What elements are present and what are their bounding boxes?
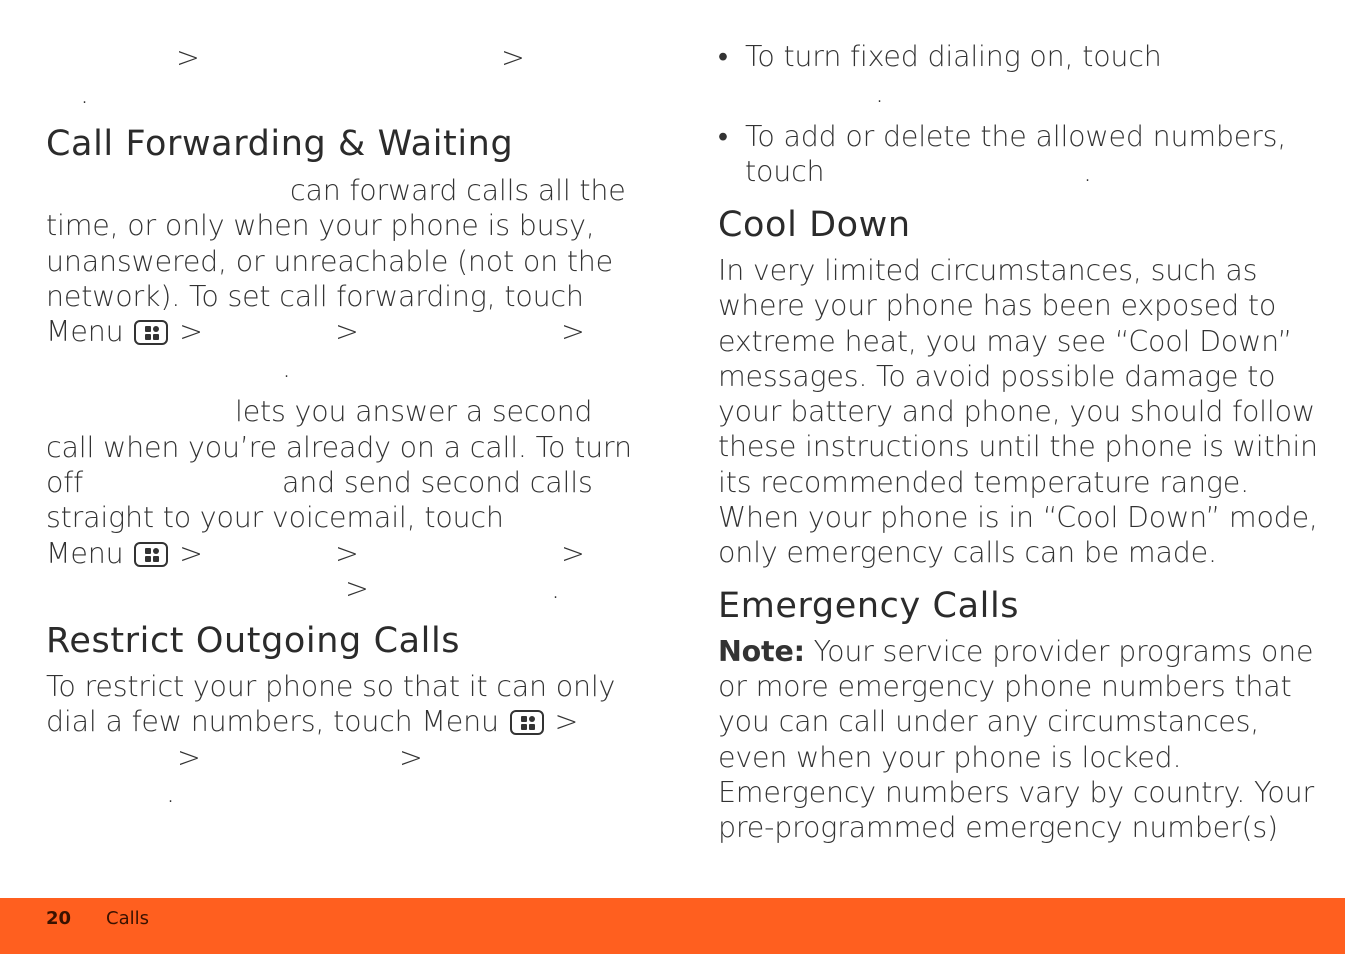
cw-line-1 <box>46 394 636 430</box>
emergency-line: even when your phone is locked. <box>718 741 1182 774</box>
heading-cool-down: Cool Down <box>718 205 911 245</box>
page-number: 20 <box>46 908 72 929</box>
bullet-allowed-numbers <box>718 119 1308 155</box>
cf-line-2: time, or only when your phone is busy, <box>46 209 595 242</box>
roc-line-2 <box>46 704 636 740</box>
path-separator: > <box>561 537 585 570</box>
cool-line: When your phone is in “Cool Down” mode, <box>718 501 1318 534</box>
cf-line-4: network). To set call forwarding, touch <box>46 280 584 313</box>
path-separator: > <box>561 315 585 348</box>
path-period: . <box>1083 155 1092 188</box>
bullet-fixed-dialing-end <box>718 75 1308 111</box>
cool-line: where your phone has been exposed to <box>718 289 1277 322</box>
path-period: . <box>282 351 291 384</box>
page-footer <box>0 898 1345 954</box>
cw-menu-path <box>46 536 636 572</box>
cw-line-3 <box>46 465 636 501</box>
cw-path-end <box>46 571 636 607</box>
path-separator: > <box>501 41 525 74</box>
roc-path-end <box>46 775 636 811</box>
menu-key-icon <box>134 542 168 567</box>
bullet-text: To add or delete the allowed numbers, <box>745 120 1287 153</box>
path-separator: > <box>176 41 200 74</box>
roc-text: dial a few numbers, touch Menu <box>46 705 499 738</box>
note-text: Your service provider programs one <box>804 635 1314 668</box>
top-path-end <box>46 76 636 112</box>
bullet-text: touch <box>745 155 825 188</box>
menu-label: Menu <box>46 315 124 348</box>
cool-line: messages. To avoid possible damage to <box>718 360 1276 393</box>
path-separator: > <box>179 315 203 348</box>
menu-label: Menu <box>46 537 124 570</box>
cw-text: and send second calls <box>282 466 593 499</box>
section-name: Calls <box>106 908 149 929</box>
cool-line: these instructions until the phone is within <box>718 430 1318 463</box>
cool-line: only emergency calls can be made. <box>718 536 1217 569</box>
emergency-line: Emergency numbers vary by country. Your <box>718 776 1315 809</box>
path-period: . <box>80 77 89 110</box>
cw-text: lets you answer a second <box>235 395 593 428</box>
bullet-dot: • <box>718 40 728 73</box>
path-separator: > <box>345 572 369 605</box>
path-separator: > <box>335 537 359 570</box>
bullet-dot: • <box>718 120 728 153</box>
top-path-line <box>46 40 636 76</box>
path-period: . <box>875 76 884 109</box>
heading-emergency-calls: Emergency Calls <box>718 586 1020 626</box>
cf-line-3: unanswered, or unreachable (not on the <box>46 245 613 278</box>
roc-path <box>46 740 636 776</box>
cf-path-end <box>46 350 636 386</box>
cool-line: In very limited circumstances, such as <box>718 254 1258 287</box>
emergency-line: pre-programmed emergency number(s) <box>718 811 1278 844</box>
path-period: . <box>551 572 560 605</box>
bullet-fixed-dialing <box>718 39 1308 75</box>
cool-line: its recommended temperature range. <box>718 466 1249 499</box>
menu-key-icon <box>134 320 168 345</box>
path-period: . <box>166 776 175 809</box>
path-separator: > <box>177 741 201 774</box>
cool-line: extreme heat, you may see “Cool Down” <box>718 325 1293 358</box>
bullet-allowed-numbers-end <box>718 154 1308 190</box>
cf-line-1 <box>46 173 636 209</box>
heading-call-forwarding: Call Forwarding & Waiting <box>46 124 514 164</box>
cw-line-2: call when you’re already on a call. To turn <box>46 431 632 464</box>
cw-line-4: straight to your voicemail, touch <box>46 501 504 534</box>
cf-text: can forward calls all the <box>290 174 626 207</box>
cw-text: off <box>46 466 83 499</box>
cool-line: your battery and phone, you should follow <box>718 395 1315 428</box>
roc-line-1: To restrict your phone so that it can only <box>46 670 616 703</box>
emergency-line: or more emergency phone numbers that <box>718 670 1292 703</box>
menu-key-icon <box>510 710 544 735</box>
path-separator: > <box>335 315 359 348</box>
bullet-text: To turn fixed dialing on, touch <box>745 40 1162 73</box>
path-separator: > <box>554 705 579 738</box>
heading-restrict-outgoing: Restrict Outgoing Calls <box>46 621 461 661</box>
emergency-note-line <box>718 634 1313 670</box>
cf-menu-path <box>46 314 636 350</box>
path-separator: > <box>399 741 423 774</box>
emergency-line: you can call under any circumstances, <box>718 705 1260 738</box>
path-separator: > <box>179 537 203 570</box>
note-label: Note: <box>718 635 805 668</box>
